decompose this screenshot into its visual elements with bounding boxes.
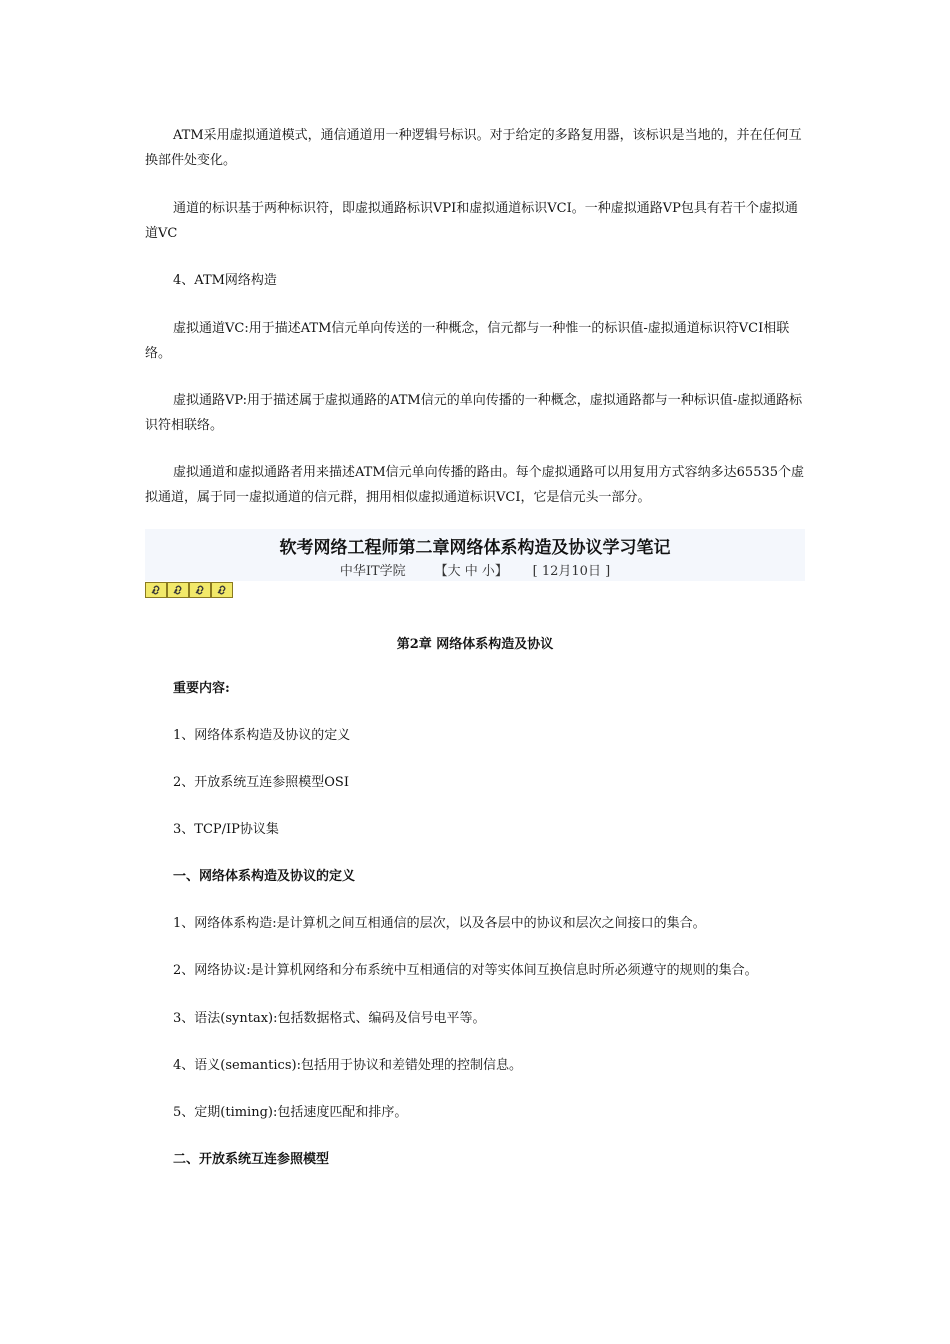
important-item: 1、网络体系构造及协议的定义 (173, 728, 351, 743)
paragraph-vc-definition: 虚拟通道VC:用于描述ATM信元单向传送的一种概念，信元都与一种惟一的标识值-虚拟通道标识符VCI相联络。 (145, 321, 790, 361)
article-header (145, 529, 805, 581)
article-source: 中华IT学院 (339, 564, 406, 579)
link-icon[interactable] (167, 582, 189, 598)
important-label: 重要内容: (173, 681, 230, 696)
important-item: 2、开放系统互连参照模型OSI (173, 775, 349, 790)
font-size-control[interactable]: 【大 中 小】 (434, 564, 508, 579)
icon-row (145, 582, 233, 600)
definition-item: 2、网络协议:是计算机网络和分布系统中互相通信的对等实体间互换信息时所必须遵守的规则的集合。 (173, 963, 758, 978)
definition-item: 1、网络体系构造:是计算机之间互相通信的层次，以及各层中的协议和层次之间接口的集合。 (173, 916, 706, 931)
section-heading: 二、开放系统互连参照模型 (173, 1152, 330, 1167)
paragraph-vpi-vci: 通道的标识基于两种标识符，即虚拟通路标识VPI和虚拟通道标识VCI。一种虚拟通路VP包具有若干个虚拟通道VC (145, 201, 798, 241)
paragraph-routing: 虚拟通道和虚拟通路者用来描述ATM信元单向传播的路由。每个虚拟通路可以用复用方式容纳多达65535个虚拟通道，属于同一虚拟通道的信元群，拥用相似虚拟通道标识VCI，它是信元头一部分。 (145, 465, 805, 505)
definition-item: 3、语法(syntax):包括数据格式、编码及信号电平等。 (173, 1011, 486, 1026)
article-meta (145, 560, 805, 579)
paragraph-atm-mode: ATM采用虚拟通道模式，通信通道用一种逻辑号标识。对于给定的多路复用器，该标识是当地的，并在任何互换部件处变化。 (145, 128, 802, 168)
link-icon[interactable] (145, 582, 167, 598)
article-date: [ 12月10日 ] (532, 564, 611, 579)
article-title: 软考网络工程师第二章网络体系构造及协议学习笔记 (279, 538, 671, 558)
paragraph-atm-structure: 4、ATM网络构造 (173, 273, 277, 288)
definition-item: 5、定期(timing):包括速度匹配和排序。 (173, 1105, 408, 1120)
chapter-title: 第2章 网络体系构造及协议 (396, 637, 554, 652)
link-icon[interactable] (211, 582, 233, 598)
paragraph-vp-definition: 虚拟通路VP:用于描述属于虚拟通路的ATM信元的单向传播的一种概念，虚拟通路都与一种标识值-虚拟通路标识符相联络。 (145, 393, 803, 433)
link-icon[interactable] (189, 582, 211, 598)
section-heading: 一、网络体系构造及协议的定义 (173, 869, 356, 884)
definition-item: 4、语义(semantics):包括用于协议和差错处理的控制信息。 (173, 1058, 522, 1073)
important-item: 3、TCP/IP协议集 (173, 822, 279, 837)
